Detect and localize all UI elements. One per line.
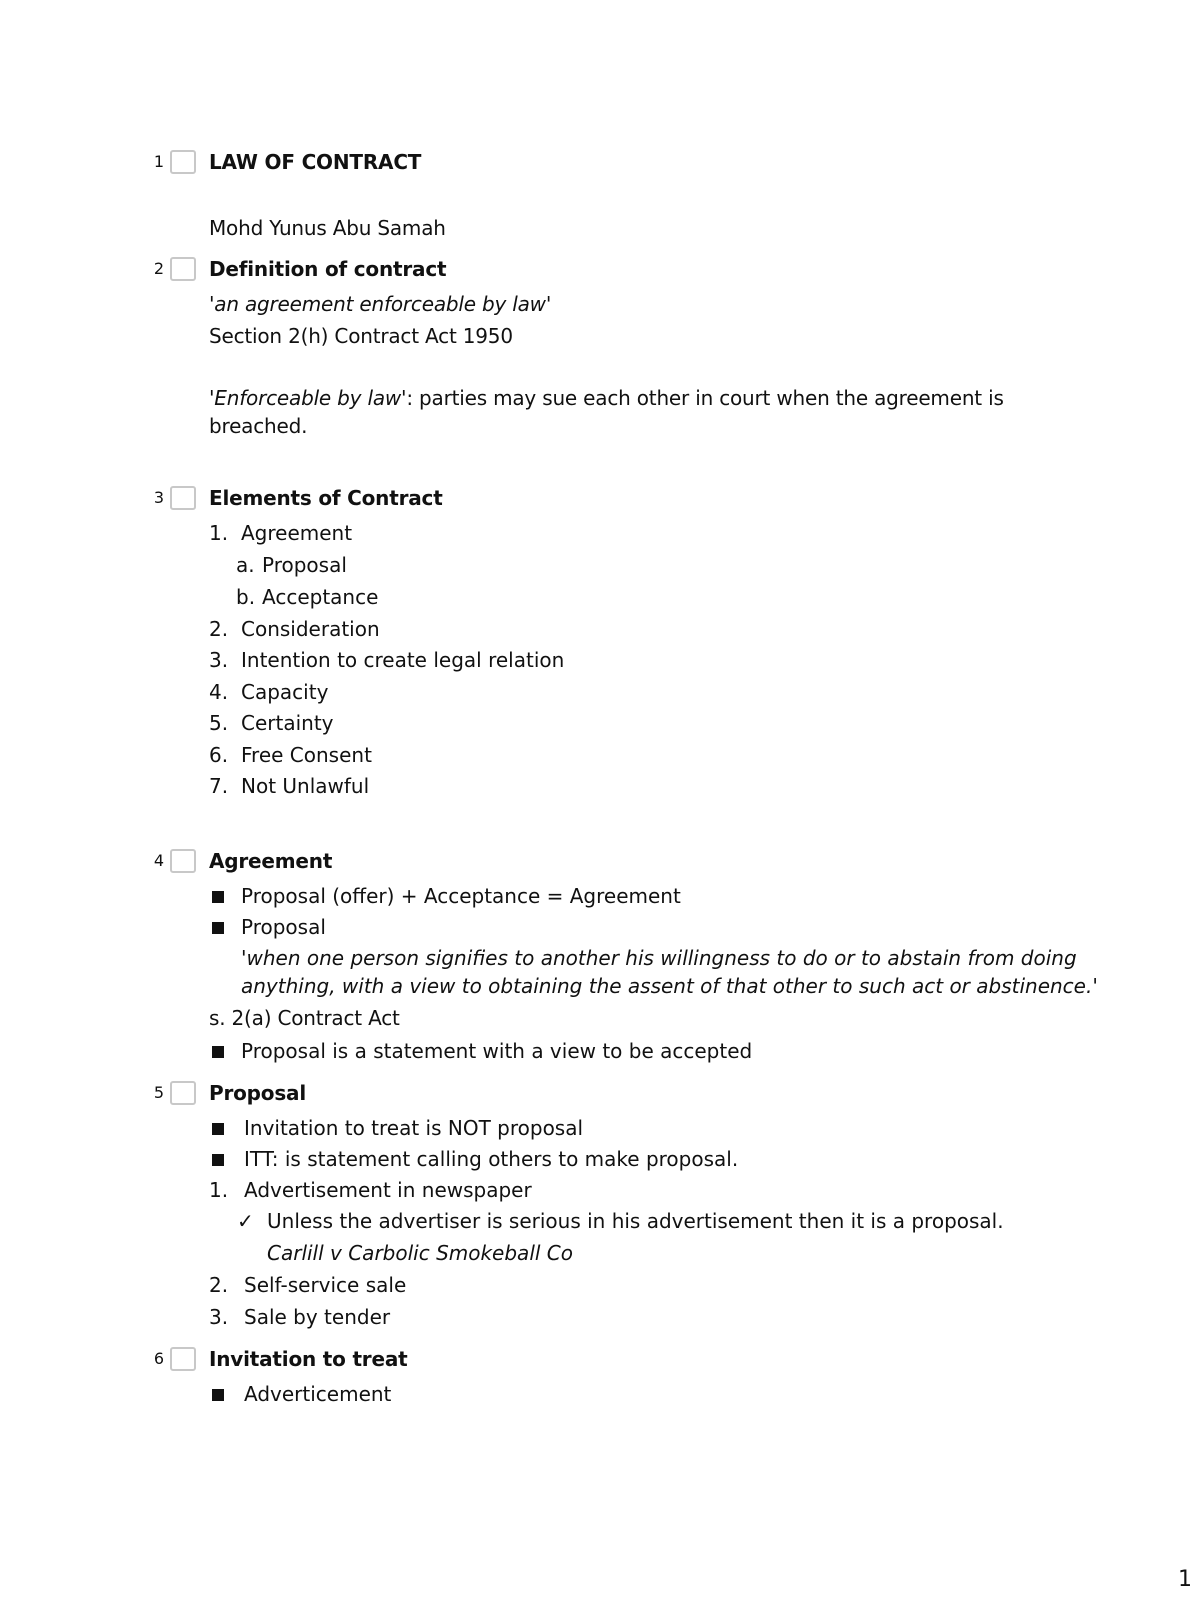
enforceable-note-cont: breached. bbox=[209, 414, 308, 438]
list-number: 1. bbox=[209, 521, 229, 545]
slide-title: Invitation to treat bbox=[209, 1347, 408, 1371]
bullet-square-icon bbox=[212, 922, 224, 934]
bullet-square-icon bbox=[212, 1046, 224, 1058]
author-name: Mohd Yunus Abu Samah bbox=[209, 216, 446, 240]
slide-checkbox[interactable] bbox=[170, 150, 196, 174]
list-item: Agreement bbox=[241, 521, 353, 545]
bullet-text: Proposal is a statement with a view to be accepted bbox=[241, 1039, 753, 1063]
list-item: Self-service sale bbox=[244, 1273, 407, 1297]
proposal-definition: 'when one person signifies to another his willingness to do or to abstain from doing bbox=[241, 946, 1077, 970]
list-number: a. bbox=[236, 553, 255, 577]
list-number: 2. bbox=[209, 1273, 229, 1297]
slide-title: Agreement bbox=[209, 849, 333, 873]
list-number: 7. bbox=[209, 774, 229, 798]
slide-number: 4 bbox=[153, 851, 164, 870]
bullet-square-icon bbox=[212, 1389, 224, 1401]
bullet-text: Proposal (offer) + Acceptance = Agreement bbox=[241, 884, 681, 908]
list-item: Capacity bbox=[241, 680, 329, 704]
bullet-square-icon bbox=[212, 1123, 224, 1135]
definition-quote: 'an agreement enforceable by law' bbox=[209, 292, 552, 316]
bullet-square-icon bbox=[212, 1154, 224, 1166]
page-number: 1 bbox=[1178, 1567, 1192, 1592]
enforceable-explanation: : parties may sue each other in court when the agreement is bbox=[406, 386, 1004, 410]
list-item: Not Unlawful bbox=[241, 774, 370, 798]
proposal-definition-cont: anything, with a view to obtaining the assent of that other to such act or abstinence.' bbox=[241, 974, 1098, 998]
list-item: Sale by tender bbox=[244, 1305, 391, 1329]
slide-checkbox[interactable] bbox=[170, 486, 196, 510]
slide-number: 3 bbox=[153, 488, 164, 507]
slide-title: Elements of Contract bbox=[209, 486, 443, 510]
bullet-text: Proposal bbox=[241, 915, 326, 939]
check-text: Unless the advertiser is serious in his advertisement then it is a proposal. bbox=[267, 1209, 1004, 1233]
list-item: Certainty bbox=[241, 711, 334, 735]
list-number: 6. bbox=[209, 743, 229, 767]
slide-checkbox[interactable] bbox=[170, 1081, 196, 1105]
slide-number: 1 bbox=[153, 152, 164, 171]
list-item: Advertisement in newspaper bbox=[244, 1178, 532, 1202]
list-item: Consideration bbox=[241, 617, 380, 641]
list-item: Proposal bbox=[262, 553, 347, 577]
bullet-text: ITT: is statement calling others to make proposal. bbox=[244, 1147, 739, 1171]
list-item: Acceptance bbox=[262, 585, 379, 609]
bullet-text: Invitation to treat is NOT proposal bbox=[244, 1116, 584, 1140]
slide-title: Proposal bbox=[209, 1081, 306, 1105]
enforceable-term: 'Enforceable by law' bbox=[209, 386, 407, 410]
checkmark-icon: ✓ bbox=[237, 1209, 254, 1233]
list-number: b. bbox=[236, 585, 256, 609]
slide-checkbox[interactable] bbox=[170, 849, 196, 873]
slide-checkbox[interactable] bbox=[170, 1347, 196, 1371]
list-number: 4. bbox=[209, 680, 229, 704]
statute-reference: Section 2(h) Contract Act 1950 bbox=[209, 324, 513, 348]
slide-checkbox[interactable] bbox=[170, 257, 196, 281]
slide-title: Definition of contract bbox=[209, 257, 447, 281]
list-number: 5. bbox=[209, 711, 229, 735]
slide-number: 6 bbox=[153, 1349, 164, 1368]
list-item: Intention to create legal relation bbox=[241, 648, 565, 672]
case-citation: Carlill v Carbolic Smokeball Co bbox=[267, 1241, 573, 1265]
slide-number: 2 bbox=[153, 259, 164, 278]
list-number: 3. bbox=[209, 1305, 229, 1329]
list-number: 1. bbox=[209, 1178, 229, 1202]
list-number: 2. bbox=[209, 617, 229, 641]
list-item: Free Consent bbox=[241, 743, 372, 767]
statute-reference: s. 2(a) Contract Act bbox=[209, 1006, 400, 1030]
list-number: 3. bbox=[209, 648, 229, 672]
slide-title: LAW OF CONTRACT bbox=[209, 150, 422, 174]
bullet-square-icon bbox=[212, 891, 224, 903]
slide-number: 5 bbox=[153, 1083, 164, 1102]
enforceable-note bbox=[209, 386, 1004, 410]
bullet-text: Adverticement bbox=[244, 1382, 392, 1406]
